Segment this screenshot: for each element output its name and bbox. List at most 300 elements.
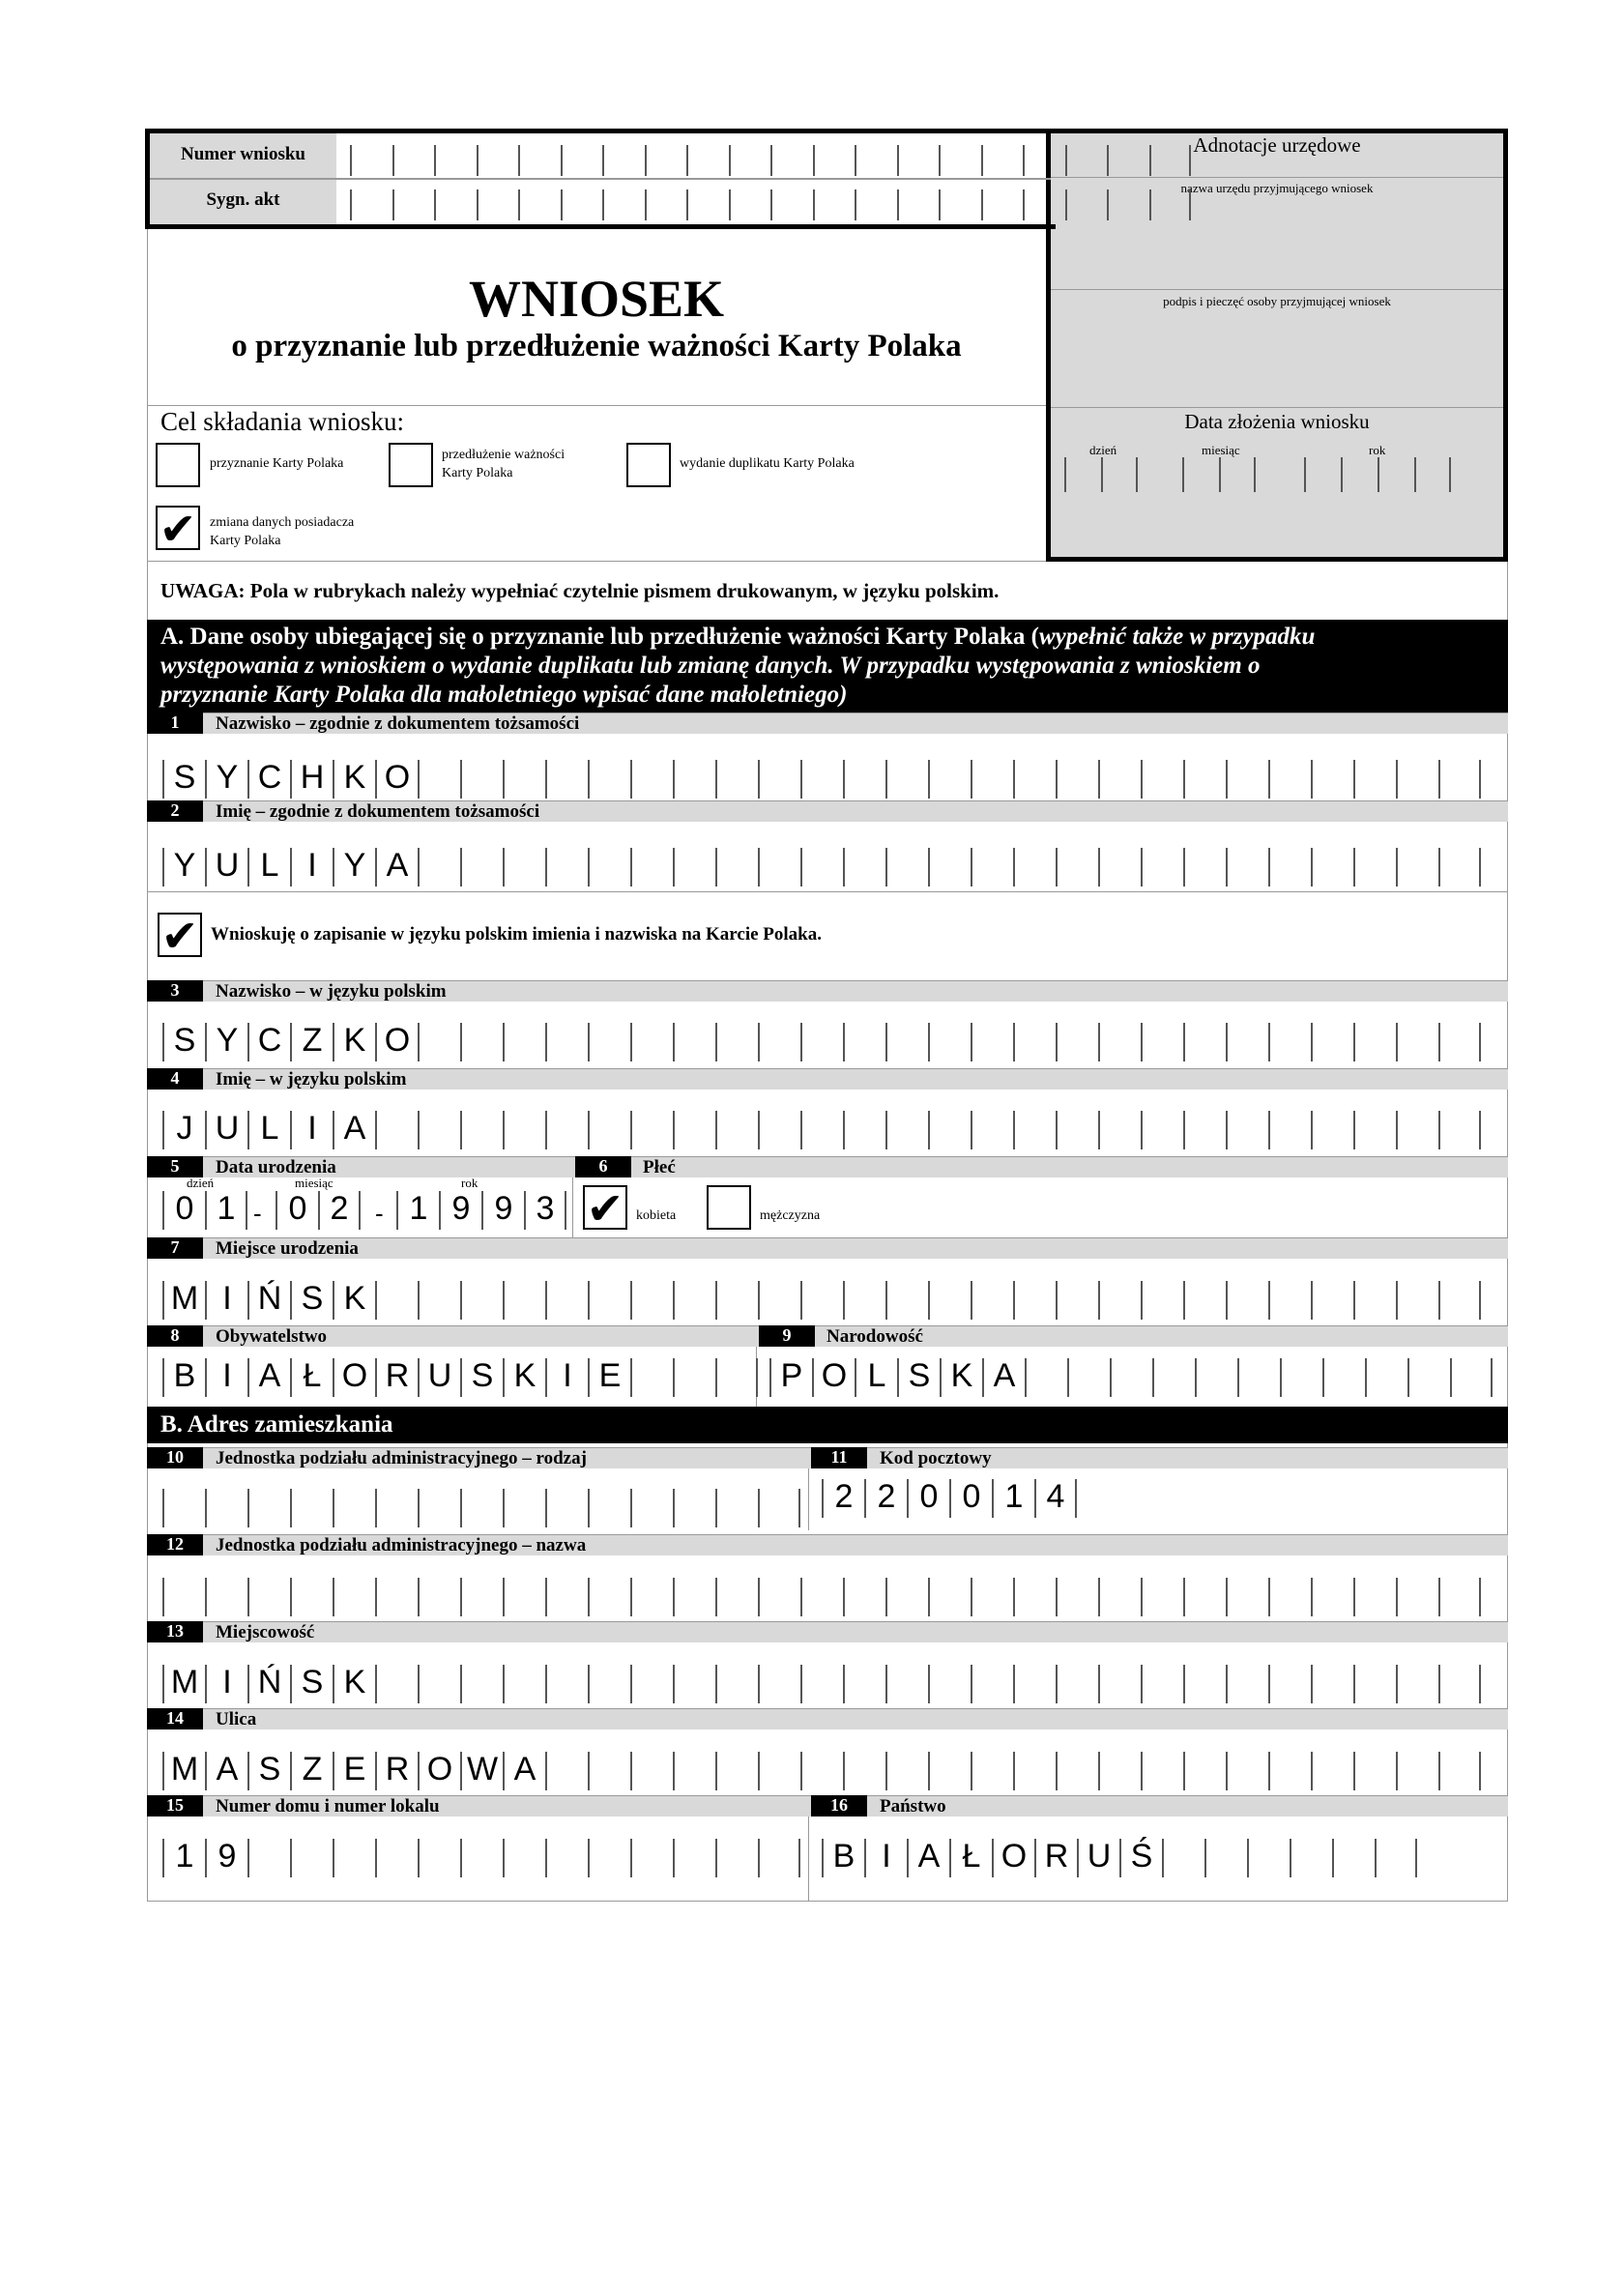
char-cell[interactable] bbox=[290, 848, 333, 886]
char-cell[interactable] bbox=[333, 1281, 375, 1320]
char-cell[interactable] bbox=[162, 1489, 205, 1527]
char-cell[interactable] bbox=[205, 848, 247, 886]
char-cell[interactable] bbox=[1056, 1752, 1098, 1790]
char-cell[interactable] bbox=[1107, 145, 1149, 176]
char-cell[interactable] bbox=[205, 1578, 247, 1616]
char-cell[interactable] bbox=[1141, 1665, 1183, 1703]
char-cell[interactable] bbox=[460, 1023, 503, 1061]
char-cell[interactable] bbox=[800, 1281, 843, 1320]
char-cell[interactable] bbox=[1107, 189, 1149, 220]
char-cell[interactable] bbox=[205, 760, 247, 799]
char-cell[interactable] bbox=[1149, 145, 1192, 176]
char-cell[interactable] bbox=[1226, 1665, 1268, 1703]
char-cell[interactable] bbox=[1414, 457, 1451, 492]
char-cell[interactable] bbox=[758, 1665, 800, 1703]
char-cell[interactable] bbox=[375, 1358, 418, 1397]
char-cell[interactable] bbox=[1226, 1023, 1268, 1061]
char-cell[interactable] bbox=[630, 760, 673, 799]
char-cell[interactable] bbox=[1353, 1111, 1396, 1149]
char-cell[interactable] bbox=[822, 1839, 864, 1877]
char-cell[interactable] bbox=[897, 189, 940, 220]
char-cell[interactable] bbox=[630, 1358, 673, 1397]
char-cell[interactable] bbox=[460, 1281, 503, 1320]
char-cell[interactable] bbox=[1237, 1358, 1280, 1397]
char-cell[interactable] bbox=[588, 1665, 630, 1703]
char-cell[interactable] bbox=[290, 1111, 333, 1149]
char-cell[interactable] bbox=[162, 1281, 205, 1320]
char-cell[interactable] bbox=[1396, 1752, 1438, 1790]
char-cell[interactable] bbox=[1025, 1358, 1067, 1397]
char-cell[interactable] bbox=[928, 1111, 971, 1149]
char-cell[interactable] bbox=[630, 848, 673, 886]
char-cell[interactable] bbox=[460, 848, 503, 886]
char-cell[interactable] bbox=[800, 848, 843, 886]
purpose-duplicate-checkbox[interactable] bbox=[626, 443, 671, 487]
char-cell[interactable] bbox=[971, 1281, 1013, 1320]
char-cell[interactable] bbox=[434, 145, 477, 176]
char-cell[interactable] bbox=[949, 1839, 992, 1877]
char-cell[interactable] bbox=[460, 1578, 503, 1616]
char-cell[interactable] bbox=[822, 1479, 864, 1518]
name-pl-field[interactable] bbox=[162, 1111, 1481, 1149]
char-cell[interactable] bbox=[1365, 1358, 1407, 1397]
char-cell[interactable] bbox=[758, 1839, 800, 1877]
char-cell[interactable] bbox=[1226, 760, 1268, 799]
char-cell[interactable] bbox=[545, 1839, 588, 1877]
char-cell[interactable] bbox=[247, 1578, 290, 1616]
char-cell[interactable] bbox=[1438, 1752, 1481, 1790]
char-cell[interactable] bbox=[477, 145, 519, 176]
submission-date-month-field[interactable] bbox=[1182, 457, 1256, 492]
birth-day-field[interactable] bbox=[162, 1191, 247, 1230]
char-cell[interactable] bbox=[503, 1665, 545, 1703]
char-cell[interactable] bbox=[1013, 1578, 1056, 1616]
char-cell[interactable] bbox=[247, 1281, 290, 1320]
char-cell[interactable] bbox=[1396, 1023, 1438, 1061]
char-cell[interactable] bbox=[503, 1839, 545, 1877]
char-cell[interactable] bbox=[630, 1281, 673, 1320]
char-cell[interactable] bbox=[949, 1479, 992, 1518]
char-cell[interactable] bbox=[673, 1665, 715, 1703]
char-cell[interactable] bbox=[588, 1489, 630, 1527]
char-cell[interactable] bbox=[939, 189, 981, 220]
char-cell[interactable] bbox=[1056, 848, 1098, 886]
char-cell[interactable] bbox=[247, 1023, 290, 1061]
char-cell[interactable] bbox=[247, 848, 290, 886]
char-cell[interactable] bbox=[715, 1489, 758, 1527]
char-cell[interactable] bbox=[673, 1489, 715, 1527]
char-cell[interactable] bbox=[715, 848, 758, 886]
char-cell[interactable] bbox=[1056, 1665, 1098, 1703]
birth-place-field[interactable] bbox=[162, 1281, 1481, 1320]
char-cell[interactable] bbox=[885, 760, 928, 799]
char-cell[interactable] bbox=[1067, 1358, 1110, 1397]
char-cell[interactable] bbox=[162, 1839, 205, 1877]
char-cell[interactable] bbox=[602, 145, 645, 176]
char-cell[interactable] bbox=[630, 1111, 673, 1149]
char-cell[interactable] bbox=[1056, 760, 1098, 799]
char-cell[interactable] bbox=[205, 1281, 247, 1320]
char-cell[interactable] bbox=[1311, 760, 1353, 799]
char-cell[interactable] bbox=[928, 1281, 971, 1320]
char-cell[interactable] bbox=[1013, 760, 1056, 799]
char-cell[interactable] bbox=[418, 1111, 460, 1149]
char-cell[interactable] bbox=[1098, 1752, 1141, 1790]
char-cell[interactable] bbox=[1162, 1839, 1204, 1877]
char-cell[interactable] bbox=[162, 1578, 205, 1616]
char-cell[interactable] bbox=[460, 1111, 503, 1149]
char-cell[interactable] bbox=[1268, 760, 1311, 799]
char-cell[interactable] bbox=[1119, 1839, 1162, 1877]
char-cell[interactable] bbox=[928, 1023, 971, 1061]
char-cell[interactable] bbox=[333, 1111, 375, 1149]
char-cell[interactable] bbox=[885, 1752, 928, 1790]
char-cell[interactable] bbox=[162, 1665, 205, 1703]
char-cell[interactable] bbox=[1183, 1665, 1226, 1703]
char-cell[interactable] bbox=[460, 1489, 503, 1527]
char-cell[interactable] bbox=[247, 1358, 290, 1397]
char-cell[interactable] bbox=[375, 1489, 418, 1527]
char-cell[interactable] bbox=[1322, 1358, 1365, 1397]
char-cell[interactable] bbox=[418, 848, 460, 886]
char-cell[interactable] bbox=[1034, 1479, 1077, 1518]
char-cell[interactable] bbox=[333, 1023, 375, 1061]
char-cell[interactable] bbox=[885, 1111, 928, 1149]
char-cell[interactable] bbox=[1098, 848, 1141, 886]
char-cell[interactable] bbox=[1226, 848, 1268, 886]
city-field[interactable] bbox=[162, 1665, 1481, 1703]
char-cell[interactable] bbox=[1034, 1839, 1077, 1877]
char-cell[interactable] bbox=[418, 1489, 460, 1527]
char-cell[interactable] bbox=[333, 1752, 375, 1790]
char-cell[interactable] bbox=[758, 848, 800, 886]
char-cell[interactable] bbox=[1353, 760, 1396, 799]
birth-year-field[interactable] bbox=[396, 1191, 566, 1230]
char-cell[interactable] bbox=[162, 1752, 205, 1790]
char-cell[interactable] bbox=[375, 1578, 418, 1616]
char-cell[interactable] bbox=[855, 189, 897, 220]
char-cell[interactable] bbox=[1375, 1839, 1417, 1877]
char-cell[interactable] bbox=[290, 1578, 333, 1616]
char-cell[interactable] bbox=[588, 1839, 630, 1877]
char-cell[interactable] bbox=[333, 760, 375, 799]
char-cell[interactable] bbox=[290, 760, 333, 799]
char-cell[interactable] bbox=[162, 1191, 205, 1230]
char-cell[interactable] bbox=[588, 1752, 630, 1790]
char-cell[interactable] bbox=[1353, 1578, 1396, 1616]
char-cell[interactable] bbox=[1304, 457, 1341, 492]
char-cell[interactable] bbox=[290, 1839, 333, 1877]
char-cell[interactable] bbox=[1183, 1752, 1226, 1790]
char-cell[interactable] bbox=[545, 848, 588, 886]
citizenship-field[interactable] bbox=[162, 1358, 758, 1397]
char-cell[interactable] bbox=[630, 1023, 673, 1061]
polish-spelling-checkbox[interactable] bbox=[158, 910, 202, 962]
char-cell[interactable] bbox=[715, 1839, 758, 1877]
char-cell[interactable] bbox=[1013, 1023, 1056, 1061]
char-cell[interactable] bbox=[928, 1752, 971, 1790]
char-cell[interactable] bbox=[715, 1578, 758, 1616]
char-cell[interactable] bbox=[939, 145, 981, 176]
application-number-field[interactable] bbox=[350, 145, 1191, 176]
char-cell[interactable] bbox=[1311, 1023, 1353, 1061]
char-cell[interactable] bbox=[460, 760, 503, 799]
char-cell[interactable] bbox=[247, 1839, 290, 1877]
char-cell[interactable] bbox=[729, 145, 771, 176]
char-cell[interactable] bbox=[1438, 760, 1481, 799]
char-cell[interactable] bbox=[864, 1839, 907, 1877]
street-field[interactable] bbox=[162, 1752, 1481, 1790]
char-cell[interactable] bbox=[247, 1489, 290, 1527]
char-cell[interactable] bbox=[205, 1839, 247, 1877]
char-cell[interactable] bbox=[290, 1665, 333, 1703]
char-cell[interactable] bbox=[545, 1023, 588, 1061]
char-cell[interactable] bbox=[518, 145, 561, 176]
char-cell[interactable] bbox=[897, 1358, 940, 1397]
char-cell[interactable] bbox=[375, 1023, 418, 1061]
char-cell[interactable] bbox=[1450, 1358, 1493, 1397]
char-cell[interactable] bbox=[1311, 848, 1353, 886]
char-cell[interactable] bbox=[885, 1023, 928, 1061]
char-cell[interactable] bbox=[392, 145, 435, 176]
char-cell[interactable] bbox=[545, 760, 588, 799]
char-cell[interactable] bbox=[813, 145, 856, 176]
char-cell[interactable] bbox=[1268, 1023, 1311, 1061]
char-cell[interactable] bbox=[843, 1111, 885, 1149]
char-cell[interactable] bbox=[897, 145, 940, 176]
char-cell[interactable] bbox=[162, 1358, 205, 1397]
char-cell[interactable] bbox=[673, 1578, 715, 1616]
char-cell[interactable] bbox=[460, 1839, 503, 1877]
char-cell[interactable] bbox=[392, 189, 435, 220]
postal-code-field[interactable] bbox=[822, 1479, 1077, 1518]
surname-doc-field[interactable] bbox=[162, 760, 1481, 799]
char-cell[interactable] bbox=[1396, 1111, 1438, 1149]
char-cell[interactable] bbox=[162, 1111, 205, 1149]
char-cell[interactable] bbox=[758, 1489, 800, 1527]
char-cell[interactable] bbox=[1141, 1281, 1183, 1320]
char-cell[interactable] bbox=[418, 1281, 460, 1320]
char-cell[interactable] bbox=[1141, 1578, 1183, 1616]
char-cell[interactable] bbox=[1247, 1839, 1290, 1877]
char-cell[interactable] bbox=[855, 145, 897, 176]
char-cell[interactable] bbox=[1023, 189, 1065, 220]
char-cell[interactable] bbox=[630, 1578, 673, 1616]
char-cell[interactable] bbox=[1438, 848, 1481, 886]
char-cell[interactable] bbox=[928, 1578, 971, 1616]
char-cell[interactable] bbox=[843, 1752, 885, 1790]
char-cell[interactable] bbox=[630, 1839, 673, 1877]
char-cell[interactable] bbox=[715, 1023, 758, 1061]
char-cell[interactable] bbox=[1268, 1281, 1311, 1320]
char-cell[interactable] bbox=[800, 760, 843, 799]
char-cell[interactable] bbox=[885, 1281, 928, 1320]
char-cell[interactable] bbox=[162, 760, 205, 799]
char-cell[interactable] bbox=[1438, 1578, 1481, 1616]
char-cell[interactable] bbox=[418, 760, 460, 799]
char-cell[interactable] bbox=[630, 1489, 673, 1527]
char-cell[interactable] bbox=[1013, 1281, 1056, 1320]
char-cell[interactable] bbox=[800, 1023, 843, 1061]
char-cell[interactable] bbox=[1141, 1111, 1183, 1149]
char-cell[interactable] bbox=[503, 1752, 545, 1790]
char-cell[interactable] bbox=[981, 145, 1024, 176]
char-cell[interactable] bbox=[769, 1358, 812, 1397]
char-cell[interactable] bbox=[561, 145, 603, 176]
char-cell[interactable] bbox=[1280, 1358, 1322, 1397]
char-cell[interactable] bbox=[1396, 1281, 1438, 1320]
char-cell[interactable] bbox=[460, 1752, 503, 1790]
char-cell[interactable] bbox=[333, 1665, 375, 1703]
sex-female-checkbox[interactable] bbox=[583, 1182, 627, 1235]
char-cell[interactable] bbox=[1013, 1752, 1056, 1790]
char-cell[interactable] bbox=[290, 1281, 333, 1320]
char-cell[interactable] bbox=[885, 848, 928, 886]
char-cell[interactable] bbox=[1141, 760, 1183, 799]
char-cell[interactable] bbox=[971, 1752, 1013, 1790]
char-cell[interactable] bbox=[673, 1281, 715, 1320]
char-cell[interactable] bbox=[673, 1839, 715, 1877]
char-cell[interactable] bbox=[843, 848, 885, 886]
char-cell[interactable] bbox=[503, 848, 545, 886]
char-cell[interactable] bbox=[418, 1023, 460, 1061]
char-cell[interactable] bbox=[333, 1489, 375, 1527]
char-cell[interactable] bbox=[503, 1023, 545, 1061]
char-cell[interactable] bbox=[673, 1358, 715, 1397]
char-cell[interactable] bbox=[290, 1489, 333, 1527]
char-cell[interactable] bbox=[758, 1023, 800, 1061]
char-cell[interactable] bbox=[971, 1578, 1013, 1616]
char-cell[interactable] bbox=[247, 1752, 290, 1790]
char-cell[interactable] bbox=[1195, 1358, 1237, 1397]
char-cell[interactable] bbox=[1183, 1578, 1226, 1616]
char-cell[interactable] bbox=[247, 1665, 290, 1703]
char-cell[interactable] bbox=[1438, 1281, 1481, 1320]
char-cell[interactable] bbox=[800, 1578, 843, 1616]
sex-male-checkbox[interactable] bbox=[707, 1185, 751, 1230]
char-cell[interactable] bbox=[1407, 1358, 1450, 1397]
char-cell[interactable] bbox=[1101, 457, 1138, 492]
char-cell[interactable] bbox=[1268, 1752, 1311, 1790]
char-cell[interactable] bbox=[1353, 1281, 1396, 1320]
char-cell[interactable] bbox=[375, 760, 418, 799]
char-cell[interactable] bbox=[1438, 1023, 1481, 1061]
char-cell[interactable] bbox=[885, 1665, 928, 1703]
char-cell[interactable] bbox=[630, 1665, 673, 1703]
char-cell[interactable] bbox=[481, 1191, 524, 1230]
char-cell[interactable] bbox=[162, 848, 205, 886]
char-cell[interactable] bbox=[928, 760, 971, 799]
char-cell[interactable] bbox=[418, 1839, 460, 1877]
char-cell[interactable] bbox=[588, 1578, 630, 1616]
char-cell[interactable] bbox=[992, 1479, 1034, 1518]
birth-month-field[interactable] bbox=[276, 1191, 361, 1230]
char-cell[interactable] bbox=[418, 1752, 460, 1790]
char-cell[interactable] bbox=[1438, 1111, 1481, 1149]
char-cell[interactable] bbox=[1396, 760, 1438, 799]
char-cell[interactable] bbox=[162, 1023, 205, 1061]
char-cell[interactable] bbox=[276, 1191, 318, 1230]
char-cell[interactable] bbox=[864, 1479, 907, 1518]
char-cell[interactable] bbox=[673, 1023, 715, 1061]
char-cell[interactable] bbox=[1268, 1111, 1311, 1149]
char-cell[interactable] bbox=[1064, 457, 1101, 492]
char-cell[interactable] bbox=[645, 189, 687, 220]
char-cell[interactable] bbox=[715, 1281, 758, 1320]
char-cell[interactable] bbox=[1013, 1665, 1056, 1703]
char-cell[interactable] bbox=[1098, 1023, 1141, 1061]
char-cell[interactable] bbox=[715, 1665, 758, 1703]
char-cell[interactable] bbox=[1023, 145, 1065, 176]
char-cell[interactable] bbox=[588, 760, 630, 799]
char-cell[interactable] bbox=[333, 1358, 375, 1397]
char-cell[interactable] bbox=[561, 189, 603, 220]
char-cell[interactable] bbox=[673, 1111, 715, 1149]
char-cell[interactable] bbox=[1353, 1023, 1396, 1061]
char-cell[interactable] bbox=[971, 1111, 1013, 1149]
char-cell[interactable] bbox=[205, 1191, 247, 1230]
char-cell[interactable] bbox=[205, 1752, 247, 1790]
case-signature-field[interactable] bbox=[350, 189, 1191, 220]
char-cell[interactable] bbox=[1183, 760, 1226, 799]
char-cell[interactable] bbox=[800, 1111, 843, 1149]
char-cell[interactable] bbox=[1204, 1839, 1247, 1877]
char-cell[interactable] bbox=[1268, 848, 1311, 886]
char-cell[interactable] bbox=[843, 1023, 885, 1061]
char-cell[interactable] bbox=[1226, 1281, 1268, 1320]
country-field[interactable] bbox=[822, 1839, 1417, 1877]
char-cell[interactable] bbox=[1396, 1665, 1438, 1703]
char-cell[interactable] bbox=[418, 1578, 460, 1616]
char-cell[interactable] bbox=[982, 1358, 1025, 1397]
char-cell[interactable] bbox=[1378, 457, 1414, 492]
char-cell[interactable] bbox=[477, 189, 519, 220]
char-cell[interactable] bbox=[460, 1665, 503, 1703]
char-cell[interactable] bbox=[1396, 848, 1438, 886]
char-cell[interactable] bbox=[375, 1111, 418, 1149]
char-cell[interactable] bbox=[205, 1358, 247, 1397]
char-cell[interactable] bbox=[758, 1111, 800, 1149]
char-cell[interactable] bbox=[885, 1578, 928, 1616]
char-cell[interactable] bbox=[843, 1281, 885, 1320]
char-cell[interactable] bbox=[1353, 848, 1396, 886]
char-cell[interactable] bbox=[758, 1578, 800, 1616]
char-cell[interactable] bbox=[1056, 1578, 1098, 1616]
char-cell[interactable] bbox=[318, 1191, 361, 1230]
char-cell[interactable] bbox=[247, 1111, 290, 1149]
char-cell[interactable] bbox=[1065, 189, 1108, 220]
char-cell[interactable] bbox=[1311, 1281, 1353, 1320]
char-cell[interactable] bbox=[1268, 1578, 1311, 1616]
char-cell[interactable] bbox=[1141, 848, 1183, 886]
char-cell[interactable] bbox=[981, 189, 1024, 220]
char-cell[interactable] bbox=[205, 1023, 247, 1061]
char-cell[interactable] bbox=[928, 848, 971, 886]
char-cell[interactable] bbox=[715, 760, 758, 799]
char-cell[interactable] bbox=[855, 1358, 897, 1397]
char-cell[interactable] bbox=[1268, 1665, 1311, 1703]
char-cell[interactable] bbox=[350, 189, 392, 220]
char-cell[interactable] bbox=[907, 1479, 949, 1518]
char-cell[interactable] bbox=[524, 1191, 566, 1230]
char-cell[interactable] bbox=[1438, 1665, 1481, 1703]
char-cell[interactable] bbox=[1141, 1023, 1183, 1061]
char-cell[interactable] bbox=[545, 1752, 588, 1790]
char-cell[interactable] bbox=[545, 1489, 588, 1527]
char-cell[interactable] bbox=[715, 1111, 758, 1149]
char-cell[interactable] bbox=[503, 760, 545, 799]
char-cell[interactable] bbox=[350, 145, 392, 176]
